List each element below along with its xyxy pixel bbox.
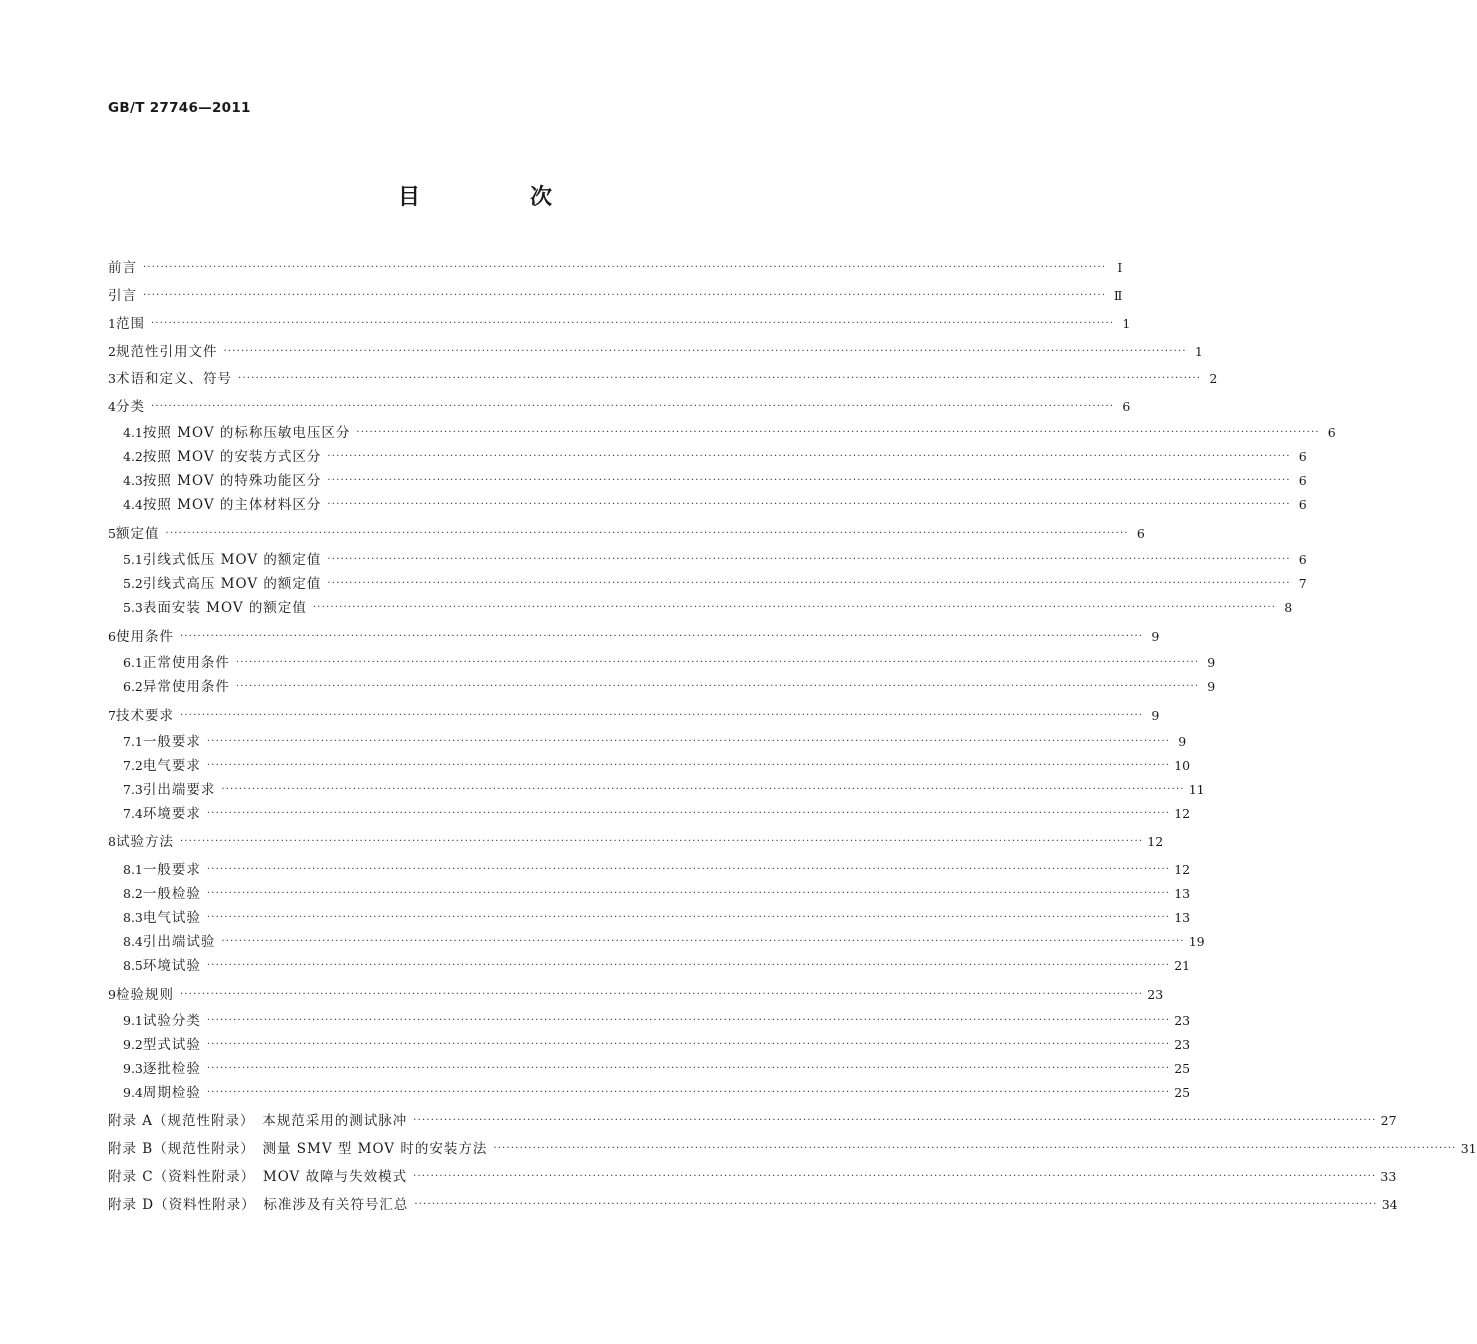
toc-entry[interactable] (123, 803, 1191, 825)
toc-entry-page: 2 (1209, 371, 1218, 386)
toc-leader-dots: ···························································································································································································································· (143, 262, 1107, 273)
toc-leader-dots: ···························································································································································································································· (206, 808, 1171, 819)
toc-entry-label: 范围 (115, 316, 145, 332)
toc-entry-label: 一般要求 (142, 862, 201, 878)
toc-entry-number: 5 (108, 526, 116, 541)
page-title: 目 次 (397, 185, 596, 210)
toc-entry-label: 附录 C（资料性附录） MOV 故障与失效模式 (108, 1169, 408, 1185)
toc-entry[interactable] (108, 257, 1123, 279)
toc-leader-dots: ···························································································································································································································· (179, 710, 1144, 721)
toc-leader-dots: ···························································································································································································································· (223, 346, 1187, 357)
toc-leader-dots: ···························································································································································································································· (327, 475, 1291, 486)
toc-entry-number: 9.2 (123, 1037, 143, 1052)
toc-entry-label: 周期检验 (142, 1085, 201, 1101)
toc-entry-label: 型式试验 (142, 1037, 201, 1053)
toc-entry-number: 9.1 (123, 1013, 143, 1028)
toc-leader-dots: ···························································································································································································································· (206, 1063, 1171, 1074)
toc-entry[interactable] (123, 1010, 1191, 1032)
toc-leader-dots: ···························································································································································································································· (237, 373, 1202, 384)
toc-entry-page: 6 (1298, 449, 1307, 464)
toc-leader-dots: ···························································································································································································································· (206, 1015, 1171, 1026)
toc-leader-dots: ···························································································································································································································· (312, 602, 1277, 613)
toc-entry-label: 一般检验 (142, 886, 201, 902)
toc-entry-page: 23 (1174, 1037, 1191, 1052)
toc-entry-page: 25 (1174, 1085, 1191, 1100)
toc-leader-dots: ···························································································································································································································· (414, 1199, 1378, 1210)
toc-entry[interactable] (123, 494, 1307, 516)
toc-entry-number: 2 (108, 344, 116, 359)
toc-entry-number: 4.1 (123, 425, 143, 440)
toc-leader-dots: ···························································································································································································································· (179, 989, 1144, 1000)
toc-entry-page: 31 (1460, 1141, 1477, 1156)
toc-entry-number: 6.2 (123, 679, 143, 694)
toc-entry-page: 13 (1174, 886, 1191, 901)
toc-entry-page: Ⅰ (1117, 260, 1123, 275)
toc-entry[interactable] (108, 396, 1131, 418)
toc-entry-number: 6.1 (123, 655, 143, 670)
toc-entry-number: 5.3 (123, 600, 143, 615)
toc-leader-dots: ···························································································································································································································· (206, 960, 1171, 971)
toc-entry-label: 额定值 (115, 526, 160, 542)
toc-entry-label: 正常使用条件 (142, 655, 230, 671)
toc-entry-page: 12 (1174, 806, 1191, 821)
toc-entry-page: 9 (1151, 708, 1160, 723)
toc-entry[interactable] (123, 779, 1205, 801)
toc-entry[interactable] (108, 626, 1160, 648)
toc-entry-number: 9.4 (123, 1085, 143, 1100)
toc-entry[interactable] (108, 705, 1160, 727)
toc-entry-number: 8.1 (123, 862, 143, 877)
toc-leader-dots: ···························································································································································································································· (143, 290, 1107, 301)
toc-entry-page: 21 (1174, 958, 1191, 973)
toc-entry-number: 7.2 (123, 758, 143, 773)
toc-entry-page: 9 (1207, 655, 1216, 670)
toc-entry[interactable] (123, 1082, 1191, 1104)
toc-entry[interactable] (123, 573, 1307, 595)
toc-entry-label: 电气试验 (142, 910, 201, 926)
toc-entry-label: 试验分类 (142, 1013, 201, 1029)
toc-entry[interactable] (123, 755, 1191, 777)
toc-leader-dots: ···························································································································································································································· (179, 631, 1144, 642)
toc-entry-number: 9 (108, 987, 116, 1002)
toc-entry[interactable] (108, 341, 1203, 363)
toc-entry-page: 23 (1147, 987, 1164, 1002)
toc-leader-dots: ···························································································································································································································· (206, 736, 1171, 747)
toc-leader-dots: ···························································································································································································································· (206, 760, 1171, 771)
toc-entry-label: 前言 (108, 260, 137, 276)
toc-entry-page: 23 (1174, 1013, 1191, 1028)
toc-entry-label: 异常使用条件 (142, 679, 230, 695)
toc-entry-page: 6 (1327, 425, 1336, 440)
toc-entry-page: 12 (1147, 834, 1164, 849)
toc-entry[interactable] (108, 831, 1164, 853)
toc-entry-number: 8 (108, 834, 116, 849)
toc-entry-number: 8.5 (123, 958, 143, 973)
toc-entry-page: 6 (1298, 497, 1307, 512)
toc-entry-label: 按照 MOV 的安装方式区分 (142, 449, 322, 465)
toc-entry-number: 4.2 (123, 449, 143, 464)
toc-entry-page: 9 (1151, 629, 1160, 644)
toc-entry-page: Ⅱ (1113, 288, 1123, 303)
toc-leader-dots: ···························································································································································································································· (150, 318, 1115, 329)
toc-leader-dots: ···························································································································································································································· (206, 912, 1171, 923)
toc-entry-label: 按照 MOV 的主体材料区分 (142, 497, 322, 513)
toc-entry[interactable] (108, 523, 1145, 545)
toc-entry[interactable] (108, 313, 1131, 335)
toc-entry-label: 引线式高压 MOV 的额定值 (142, 576, 322, 592)
toc-entry-label: 术语和定义、符号 (115, 371, 232, 387)
toc-entry-page: 33 (1380, 1169, 1397, 1184)
toc-entry[interactable] (123, 859, 1191, 881)
toc-entry-label: 附录 A（规范性附录） 本规范采用的测试脉冲 (108, 1113, 408, 1129)
toc-entry-label: 规范性引用文件 (115, 344, 218, 360)
toc-entry-number: 7.1 (123, 734, 143, 749)
toc-entry-label: 电气要求 (142, 758, 201, 774)
standard-code: GB/T 27746—2011 (108, 100, 251, 116)
toc-entry-page: 27 (1380, 1113, 1397, 1128)
toc-entry-page: 19 (1188, 934, 1205, 949)
toc-entry-number: 8.2 (123, 886, 143, 901)
toc-entry-page: 9 (1207, 679, 1216, 694)
toc-leader-dots: ···························································································································································································································· (235, 657, 1200, 668)
toc-entry[interactable] (123, 955, 1191, 977)
toc-entry-label: 引言 (108, 288, 137, 304)
toc-entry-page: 13 (1174, 910, 1191, 925)
toc-entry-label: 环境要求 (142, 806, 201, 822)
toc-entry-page: 6 (1136, 526, 1145, 541)
toc-entry[interactable] (123, 931, 1205, 953)
toc-entry[interactable] (108, 984, 1164, 1006)
toc-entry-number: 5.2 (123, 576, 143, 591)
toc-entry-page: 12 (1174, 862, 1191, 877)
toc-entry-number: 4 (108, 399, 116, 414)
toc-entry[interactable] (108, 285, 1123, 307)
toc-leader-dots: ···························································································································································································································· (327, 554, 1291, 565)
toc-leader-dots: ···························································································································································································································· (413, 1171, 1377, 1182)
toc-entry[interactable] (108, 1166, 1397, 1188)
toc-entry-number: 9.3 (123, 1061, 143, 1076)
toc-entry-page: 10 (1174, 758, 1191, 773)
toc-entry[interactable] (123, 549, 1307, 571)
toc-entry-page: 11 (1188, 782, 1205, 797)
toc-entry-label: 逐批检验 (142, 1061, 201, 1077)
toc-leader-dots: ···························································································································································································································· (150, 401, 1115, 412)
toc-entry[interactable] (108, 1138, 1477, 1160)
toc-leader-dots: ···························································································································································································································· (327, 451, 1291, 462)
toc-entry-label: 表面安装 MOV 的额定值 (142, 600, 307, 616)
toc-entry-page: 8 (1284, 600, 1293, 615)
toc-entry-page: 25 (1174, 1061, 1191, 1076)
toc-entry-number: 7.3 (123, 782, 143, 797)
toc-entry-number: 4.3 (123, 473, 143, 488)
toc-entry-number: 7.4 (123, 806, 143, 821)
toc-entry-label: 一般要求 (142, 734, 201, 750)
toc-leader-dots: ···························································································································································································································· (206, 888, 1171, 899)
toc-leader-dots: ···························································································································································································································· (327, 499, 1291, 510)
toc-leader-dots: ···························································································································································································································· (179, 836, 1144, 847)
toc-leader-dots: ···························································································································································································································· (356, 427, 1320, 438)
toc-entry-label: 分类 (115, 399, 145, 415)
toc-entry-label: 技术要求 (115, 708, 174, 724)
toc-entry[interactable] (123, 446, 1307, 468)
toc-entry-number: 7 (108, 708, 116, 723)
toc-entry-label: 使用条件 (115, 629, 174, 645)
toc-leader-dots: ···························································································································································································································· (165, 528, 1129, 539)
toc-entry-label: 试验方法 (115, 834, 174, 850)
toc-leader-dots: ···························································································································································································································· (206, 1087, 1171, 1098)
toc-entry-page: 34 (1381, 1197, 1398, 1212)
toc-entry-number: 4.4 (123, 497, 143, 512)
toc-entry-label: 附录 B（规范性附录） 测量 SMV 型 MOV 时的安装方法 (108, 1141, 488, 1157)
toc-leader-dots: ···························································································································································································································· (327, 578, 1291, 589)
toc-entry[interactable] (123, 470, 1307, 492)
toc-entry[interactable] (123, 676, 1216, 698)
toc-entry-page: 6 (1298, 473, 1307, 488)
toc-entry-number: 5.1 (123, 552, 143, 567)
toc-entry-page: 9 (1178, 734, 1187, 749)
toc-entry-number: 8.3 (123, 910, 143, 925)
toc-leader-dots: ···························································································································································································································· (221, 936, 1185, 947)
toc-entry[interactable] (123, 1058, 1191, 1080)
toc-entry[interactable] (123, 422, 1336, 444)
toc-entry-number: 8.4 (123, 934, 143, 949)
toc-entry-page: 1 (1194, 344, 1203, 359)
toc-entry-page: 6 (1298, 552, 1307, 567)
toc-entry-label: 环境试验 (142, 958, 201, 974)
toc-entry[interactable] (108, 1194, 1398, 1216)
toc-leader-dots: ···························································································································································································································· (413, 1115, 1377, 1126)
toc-entry-label: 按照 MOV 的特殊功能区分 (142, 473, 322, 489)
toc-entry[interactable] (123, 731, 1187, 753)
toc-leader-dots: ···························································································································································································································· (493, 1143, 1457, 1154)
toc-entry-label: 附录 D（资料性附录） 标准涉及有关符号汇总 (108, 1197, 409, 1213)
toc-entry-label: 按照 MOV 的标称压敏电压区分 (142, 425, 351, 441)
toc-entry-label: 引线式低压 MOV 的额定值 (142, 552, 322, 568)
toc-entry[interactable] (123, 907, 1191, 929)
toc-entry-page: 7 (1298, 576, 1307, 591)
toc-entry-page: 6 (1122, 399, 1131, 414)
toc-entry-label: 引出端要求 (142, 782, 216, 798)
toc-entry-page: 1 (1122, 316, 1131, 331)
toc-entry[interactable] (123, 597, 1293, 619)
toc-entry-number: 6 (108, 629, 116, 644)
toc-leader-dots: ···························································································································································································································· (206, 1039, 1171, 1050)
toc-entry[interactable] (108, 1110, 1397, 1132)
toc-leader-dots: ···························································································································································································································· (235, 681, 1200, 692)
toc-entry[interactable] (123, 652, 1216, 674)
toc-entry[interactable] (123, 1034, 1191, 1056)
toc-entry-label: 引出端试验 (142, 934, 216, 950)
toc-leader-dots: ···························································································································································································································· (221, 784, 1185, 795)
toc-entry[interactable] (123, 883, 1191, 905)
toc-entry[interactable] (108, 368, 1218, 390)
toc-entry-label: 检验规则 (115, 987, 174, 1003)
toc-entry-number: 1 (108, 316, 116, 331)
toc-leader-dots: ···························································································································································································································· (206, 864, 1171, 875)
toc-entry-number: 3 (108, 371, 116, 386)
